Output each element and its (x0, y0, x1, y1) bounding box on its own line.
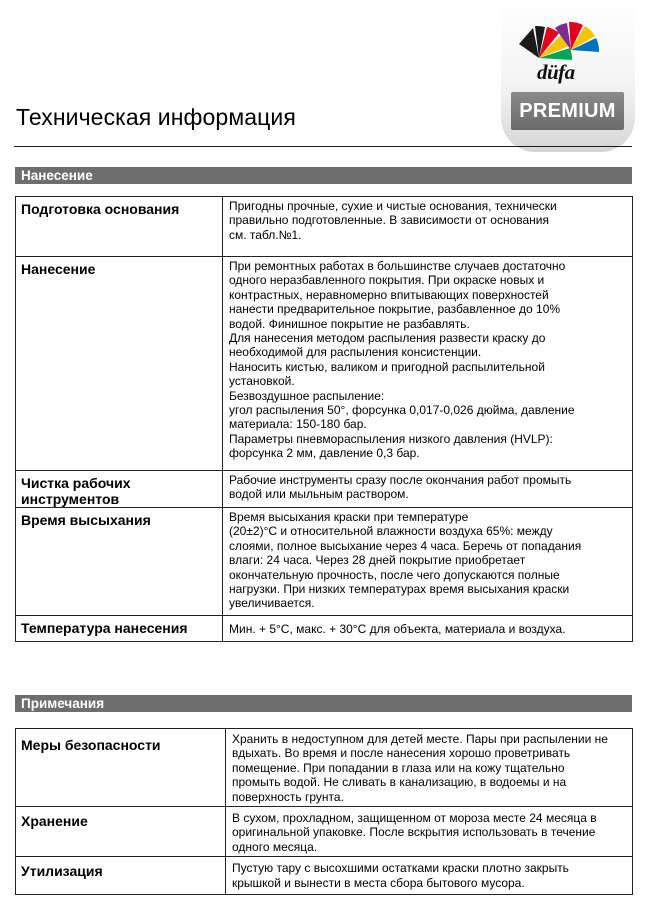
application-table (15, 196, 633, 642)
logo-brand: düfa (537, 60, 575, 84)
row-value-surface-prep: Пригодны прочные, сухие и чистые основания, технически правильно подготовленные. В зависимости от основания см. табл.№1. (223, 197, 633, 257)
notes-table (15, 728, 633, 895)
row-label-application-temp: Температура нанесения (16, 616, 223, 642)
row-value-disposal: Пустую тару с высохшими остатками краски плотно закрыть крышкой и вынести в места сбора бытового мусора. (226, 857, 633, 895)
row-label-drying-time: Время высыхания (16, 508, 223, 616)
table-row (16, 807, 633, 857)
table-row (16, 471, 633, 508)
dufa-premium-logo (501, 0, 635, 152)
row-value-tool-cleaning: Рабочие инструменты сразу после окончания работ промыть водой или мыльным раствором. (223, 471, 633, 508)
row-label-application: Нанесение (16, 257, 223, 471)
row-label-surface-prep: Подготовка основания (16, 197, 223, 257)
row-label-safety: Меры безопасности (16, 729, 226, 807)
row-label-disposal: Утилизация (16, 857, 226, 895)
section-header-application: Нанесение (15, 167, 632, 184)
table-row (16, 616, 633, 642)
title-divider (14, 146, 632, 147)
row-value-application-temp: Мин. + 5°C, макс. + 30°C для объекта, материала и воздуха. (223, 616, 633, 642)
page-title: Техническая информация (16, 104, 296, 130)
row-label-tool-cleaning: Чистка рабочих инструментов (16, 471, 223, 508)
row-value-drying-time: Время высыхания краски при температуре (20±2)°C и относительной влажности воздуха 65%: между слоями, полное высыхание через 4 часа. Беречь от попадания влаги: 24 часа. Через 28 дней покрытие приобретает окончательную прочность, после чего допускаются полные нагрузки. При низких температурах время высыхания краски увеличивается. (223, 508, 633, 616)
row-value-application: При ремонтных работах в большинстве случаев достаточно одного неразбавленного покрытия. При окраске новых и контрастных, неравномерно впитывающих поверхностей нанести предварительное покрытие, разбавленное до 10% водой. Финишное покрытие не разбавлять. Для нанесения методом распыления развести краску до необходимой для распыления консистенции. Наносить кистью, валиком и пригодной распылительной установкой. Безвоздушное распыление: угол распыления 50°, форсунка 0,017-0,026 дюйма, давление материала: 150-180 бар. Параметры пневмораспыления низкого давления (HVLP): форсунка 2 мм, давление 0,3 бар. (223, 257, 633, 471)
table-row (16, 508, 633, 616)
table-row (16, 197, 633, 257)
table-row (16, 857, 633, 895)
row-value-storage: В сухом, прохладном, защищенном от мороза месте 24 месяца в оригинальной упаковке. После вскрытия использовать в течение одного месяца. (226, 807, 633, 857)
section-header-notes: Примечания (15, 695, 632, 712)
row-label-storage: Хранение (16, 807, 226, 857)
table-row (16, 729, 633, 807)
logo-premium-label: PREMIUM (511, 92, 624, 130)
row-value-safety: Хранить в недоступном для детей месте. Пары при распылении не вдыхать. Во время и после нанесения хорошо проветривать помещение. При попадании в глаза или на кожу тщательно промыть водой. Не сливать в канализацию, в водоемы и на поверхность грунта. (226, 729, 633, 807)
table-row (16, 257, 633, 471)
